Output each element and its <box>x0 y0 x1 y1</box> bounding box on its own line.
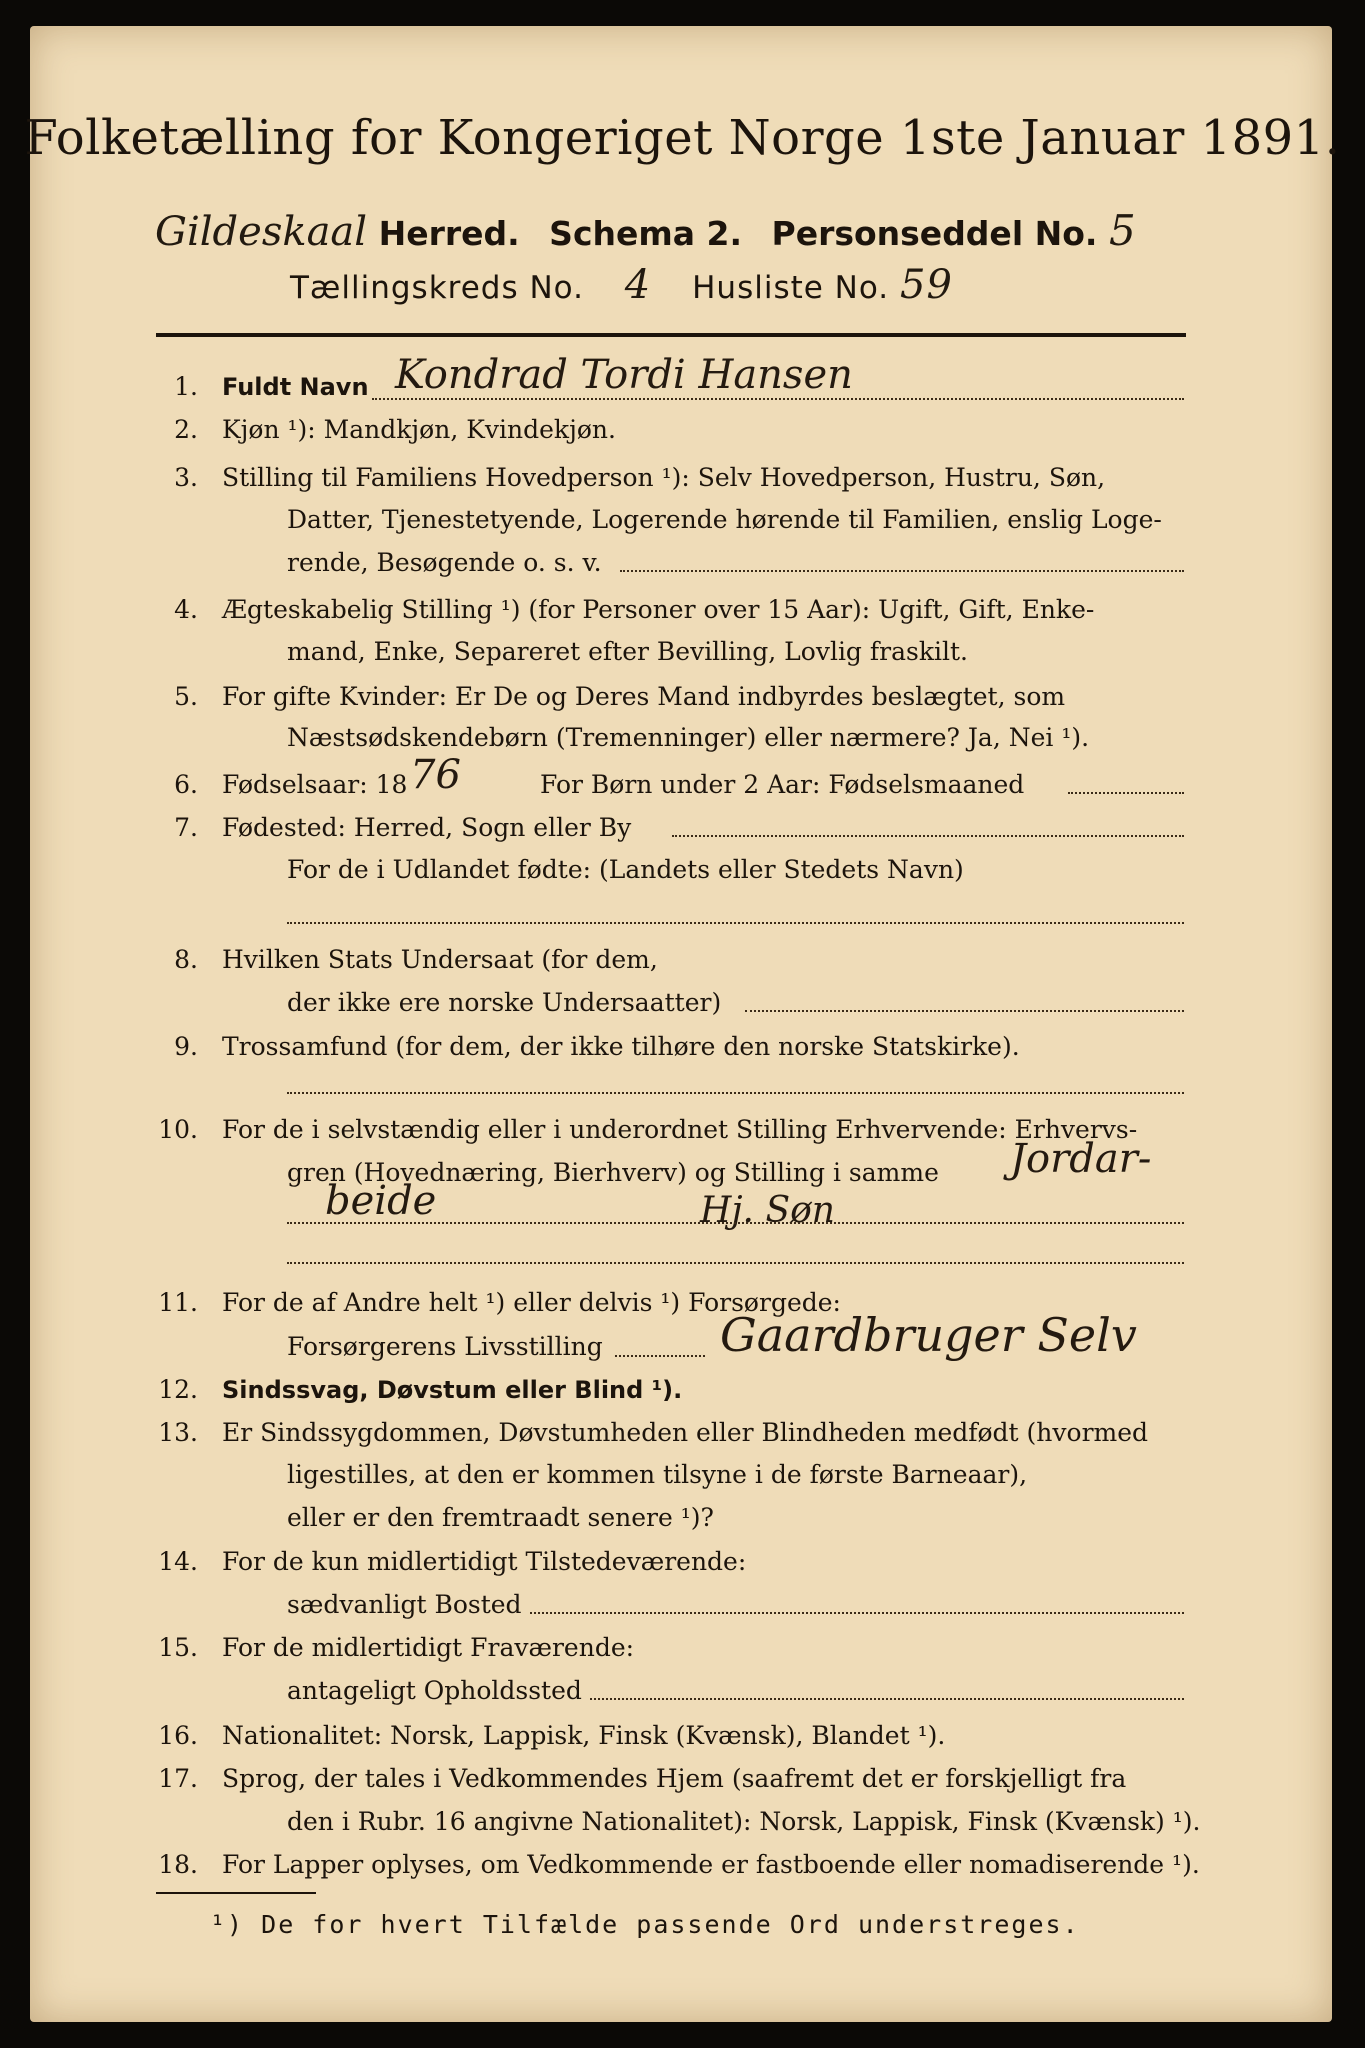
item-4-line-1: Ægteskabelig Stilling ¹) (for Personer over 15 Aar): Ugift, Gift, Enke- <box>222 595 1095 624</box>
personseddel-number: 5 <box>1108 206 1136 255</box>
item-5-line-2: Næstsødskendebørn (Tremenninger) eller nærmere? Ja, Nei ¹). <box>287 723 1090 752</box>
item-number: 1. <box>174 372 198 401</box>
item-number: 12. <box>158 1375 198 1404</box>
item-2-text: Kjøn ¹): Mandkjøn, Kvindekjøn. <box>222 415 616 444</box>
item-number: 11. <box>158 1288 198 1317</box>
header-rule <box>156 333 1186 337</box>
answer-line <box>1068 792 1184 794</box>
item-15-line-1: For de midlertidigt Fraværende: <box>222 1633 635 1662</box>
item-5-line-1: For gifte Kvinder: Er De og Deres Mand indbyrdes beslægtet, som <box>222 682 1066 711</box>
item-7-line-2: For de i Udlandet fødte: (Landets eller Stedets Navn) <box>287 855 964 884</box>
husliste-number: 59 <box>900 262 953 308</box>
answer-line <box>672 835 1184 837</box>
answer-line <box>287 1262 1184 1264</box>
item-number: 15. <box>158 1633 198 1662</box>
item-6-birthmonth-label: For Børn under 2 Aar: Fødselsmaaned <box>540 770 1025 799</box>
item-11-line-1: For de af Andre helt ¹) eller delvis ¹) Forsørgede: <box>222 1288 841 1317</box>
item-18-text: For Lapper oplyses, om Vedkommende er fastboende eller nomadiserende ¹). <box>222 1850 1200 1879</box>
footnote: ¹) De for hvert Tilfælde passende Ord understreges. <box>210 1910 1080 1939</box>
answer-line <box>530 1612 1184 1614</box>
herred-name: Gildeskaal <box>155 209 368 255</box>
item-number: 17. <box>158 1764 198 1793</box>
item-3-line-3: rende, Besøgende o. s. v. <box>287 548 602 577</box>
answer-line <box>372 398 1184 400</box>
item-number: 9. <box>174 1032 198 1061</box>
item-number: 5. <box>174 682 198 711</box>
herred-label: Herred. <box>378 214 520 253</box>
kreds-line <box>290 262 953 308</box>
schema-label: Schema 2. <box>549 214 743 253</box>
item-16-text: Nationalitet: Norsk, Lappisk, Finsk (Kvænsk), Blandet ¹). <box>222 1721 946 1750</box>
item-13-line-1: Er Sindssygdommen, Døvstumheden eller Blindheden medfødt (hvormed <box>222 1418 1149 1447</box>
item-9-text: Trossamfund (for dem, der ikke tilhøre den norske Statskirke). <box>222 1032 1020 1061</box>
item-8-line-2: der ikke ere norske Undersaatter) <box>287 988 722 1017</box>
personseddel-label: Personseddel No. <box>771 214 1098 253</box>
answer-line <box>745 1010 1184 1012</box>
item-15-line-2: antageligt Opholdssted <box>287 1676 582 1705</box>
item-1-label: Fuldt Navn <box>222 373 369 401</box>
item-6-birthyear-label: Fødselsaar: 18 <box>222 770 408 799</box>
herred-line <box>155 206 1136 255</box>
item-number: 10. <box>158 1115 198 1144</box>
full-name-answer: Kondrad Tordi Hansen <box>395 352 853 398</box>
item-number: 18. <box>158 1850 198 1879</box>
item-number: 16. <box>158 1721 198 1750</box>
answer-line <box>620 570 1184 572</box>
item-number: 4. <box>174 595 198 624</box>
item-number: 14. <box>158 1547 198 1576</box>
item-13-line-3: eller er den fremtraadt senere ¹)? <box>287 1503 714 1532</box>
item-11-line-2: Forsørgerens Livsstilling <box>287 1332 603 1361</box>
occupation-answer-continued: beide <box>325 1178 437 1224</box>
item-8-line-1: Hvilken Stats Undersaat (for dem, <box>222 945 658 974</box>
answer-line <box>590 1698 1184 1700</box>
footnote-rule <box>156 1892 316 1894</box>
item-number: 7. <box>174 813 198 842</box>
item-14-line-2: sædvanligt Bosted <box>287 1590 522 1619</box>
item-7-line-1: Fødested: Herred, Sogn eller By <box>222 813 632 842</box>
answer-line <box>615 1355 705 1357</box>
item-10-line-2: gren (Hovednæring, Bierhverv) og Stilling i samme <box>287 1158 939 1187</box>
provider-occupation-answer: Gaardbruger Selv <box>720 1308 1137 1362</box>
item-13-line-2: ligestilles, at den er kommen tilsyne i de første Barneaar), <box>287 1460 1028 1489</box>
item-12-text: Sindssvag, Døvstum eller Blind ¹). <box>222 1376 683 1404</box>
item-14-line-1: For de kun midlertidigt Tilstedeværende: <box>222 1547 747 1576</box>
item-number: 2. <box>174 415 198 444</box>
item-17-line-1: Sprog, der tales i Vedkommendes Hjem (saafremt det er forskjelligt fra <box>222 1764 1127 1793</box>
item-number: 13. <box>158 1418 198 1447</box>
answer-line <box>287 1222 1184 1224</box>
answer-line <box>287 922 1184 924</box>
item-number: 8. <box>174 945 198 974</box>
item-17-line-2: den i Rubr. 16 angivne Nationalitet): Norsk, Lappisk, Finsk (Kvænsk) ¹). <box>287 1807 1201 1836</box>
item-10-line-1: For de i selvstændig eller i underordnet Stilling Erhvervende: Erhvervs- <box>222 1115 1138 1144</box>
birthyear-answer: 76 <box>410 752 461 798</box>
kreds-label: Tællingskreds No. <box>290 270 584 306</box>
item-number: 6. <box>174 770 198 799</box>
item-number: 3. <box>174 463 198 492</box>
occupation-answer-note: Hj. Søn <box>700 1190 835 1231</box>
husliste-label: Husliste No. <box>692 270 890 306</box>
occupation-answer: Jordar- <box>1010 1136 1152 1182</box>
answer-line <box>287 1092 1184 1094</box>
kreds-number: 4 <box>624 262 652 308</box>
item-4-line-2: mand, Enke, Separeret efter Bevilling, Lovlig fraskilt. <box>287 637 968 666</box>
item-3-line-1: Stilling til Familiens Hovedperson ¹): Selv Hovedperson, Hustru, Søn, <box>222 463 1106 492</box>
form-title: Folketælling for Kongeriget Norge 1ste Januar 1891. <box>24 110 1341 166</box>
item-3-line-2: Datter, Tjenestetyende, Logerende hørende til Familien, enslig Loge- <box>287 505 1162 534</box>
